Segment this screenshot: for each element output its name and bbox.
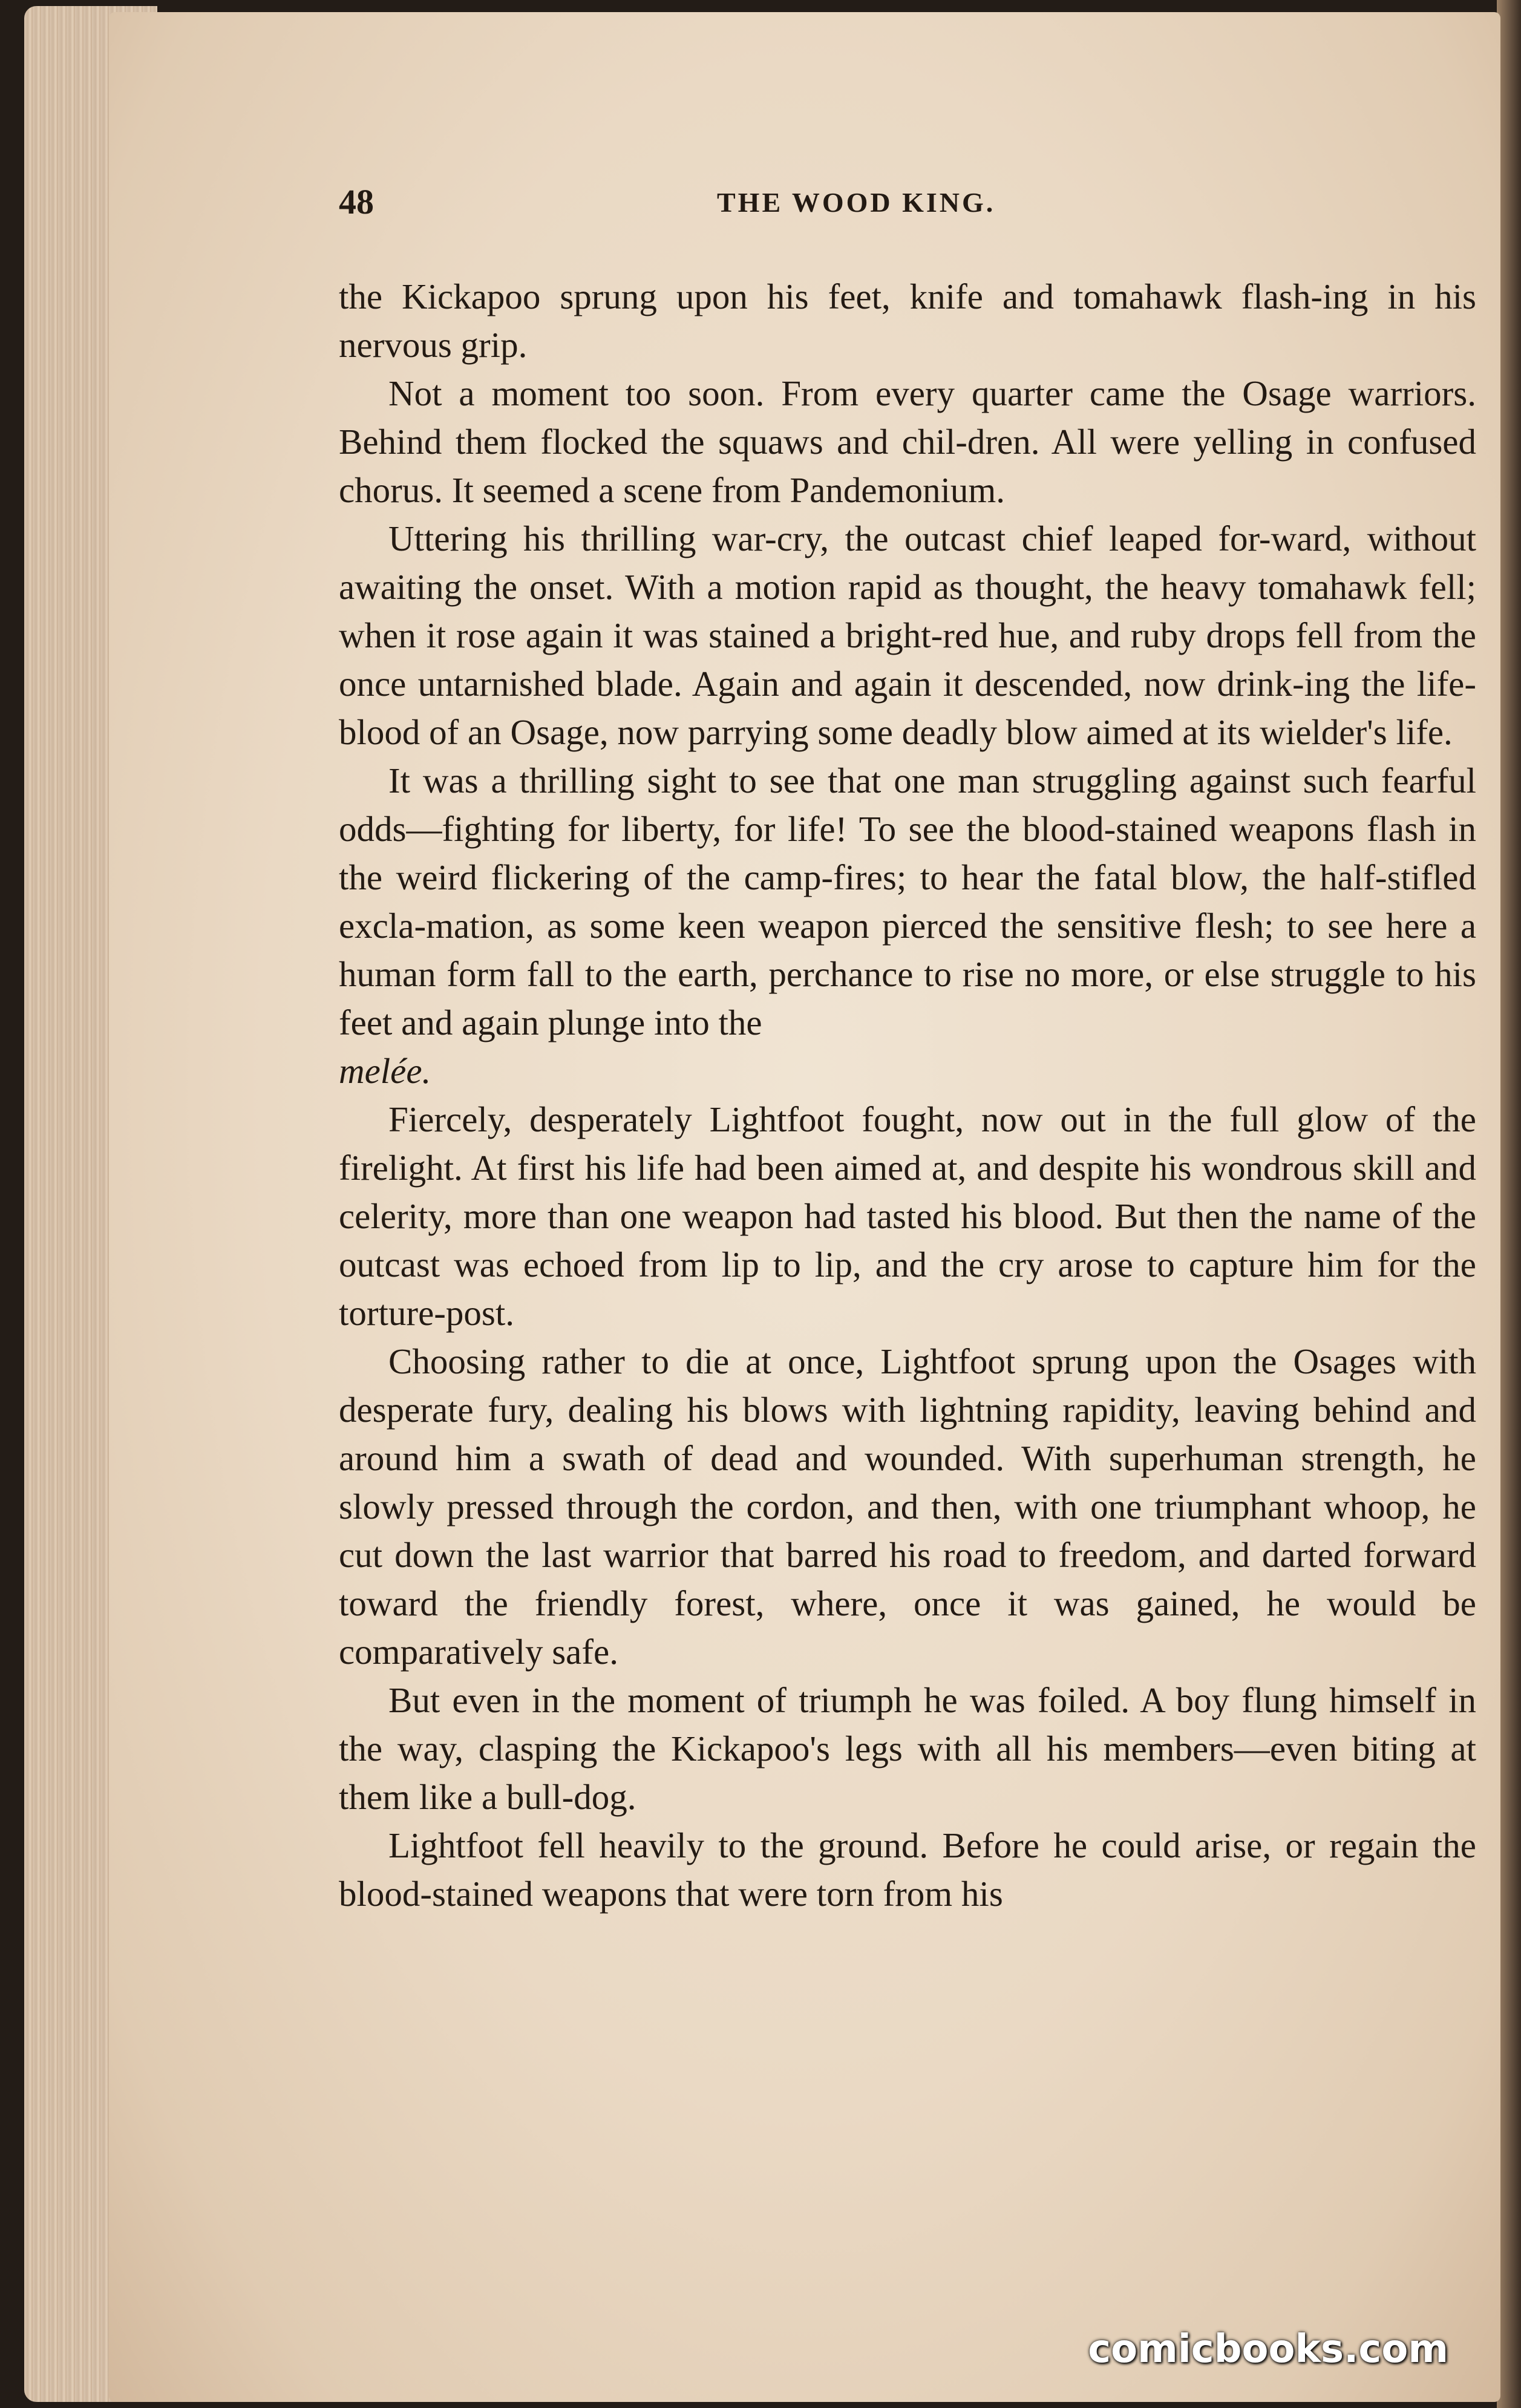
paragraph-4: [339, 756, 1476, 1095]
paragraph-7: [339, 1676, 1476, 1821]
paragraph-3: [339, 514, 1476, 756]
paragraph-1: [339, 272, 1476, 369]
page-content: [339, 182, 1476, 1918]
paragraph-text: Not a moment too soon. From every quarter came the Osage warriors. Behind them flocked the squaws and chil-dren. All were yelling in confused chorus. It seemed a scene from Pandemonium.: [339, 373, 1476, 510]
paragraph-6: [339, 1337, 1476, 1676]
body-text: [339, 272, 1476, 1918]
paragraph-text: But even in the moment of triumph he was foiled. A boy flung himself in the way, clasping the Kickapoo's legs with all his members—even biting at them like a bull-dog.: [339, 1680, 1476, 1817]
paragraph-text: Fiercely, desperately Lightfoot fought, now out in the full glow of the firelight. At first his life had been aimed at, and despite his wondrous skill and celerity, more than one weapon had tasted his blood. But then the name of the outcast was echoed from lip to lip, and the cry arose to capture him for the torture-post.: [339, 1099, 1476, 1333]
watermark: comicbooks.com: [1088, 2327, 1448, 2372]
page-number: 48: [339, 182, 374, 221]
book-spine-shadow: [1497, 0, 1521, 2408]
paragraph-2: [339, 369, 1476, 514]
paragraph-text: Choosing rather to die at once, Lightfoot sprung upon the Osages with desperate fury, dealing his blows with lightning rapidity, leaving behind and around him a swath of dead and wounded. With superhuman strength, he slowly pressed through the cordon, and then, with one triumphant whoop, he cut down the last warrior that barred his road to freedom, and darted forward toward the friendly forest, where, once it was gained, he would be comparatively safe.: [339, 1341, 1476, 1672]
running-head: THE WOOD KING.: [717, 187, 996, 218]
page-header: [339, 182, 1476, 236]
paragraph-5: [339, 1095, 1476, 1337]
paragraph-8: [339, 1821, 1476, 1918]
paragraph-text: Lightfoot fell heavily to the ground. Before he could arise, or regain the blood-stained weapons that were torn from his: [339, 1825, 1476, 1914]
paragraph-text: the Kickapoo sprung upon his feet, knife and tomahawk flash-ing in his nervous grip.: [339, 276, 1476, 365]
paragraph-text: Uttering his thrilling war-cry, the outcast chief leaped for-ward, without awaiting the onset. With a motion rapid as thought, the heavy tomahawk fell; when it rose again it was stained a bright-red hue, and ruby drops fell from the once untarnished blade. Again and again it descended, now drink-ing the life-blood of an Osage, now parrying some deadly blow aimed at its wielder's life.: [339, 519, 1476, 752]
italic-word: melée.: [339, 1051, 431, 1091]
paragraph-text: It was a thrilling sight to see that one man struggling against such fearful odds—fighting for liberty, for life! To see the blood-stained weapons flash in the weird flickering of the camp-fires; to hear the fatal blow, the half-stifled excla-mation, as some keen weapon pierced the sensitive flesh; to see here a human form fall to the earth, perchance to rise no more, or else struggle to his feet and again plunge into the: [339, 761, 1476, 1042]
